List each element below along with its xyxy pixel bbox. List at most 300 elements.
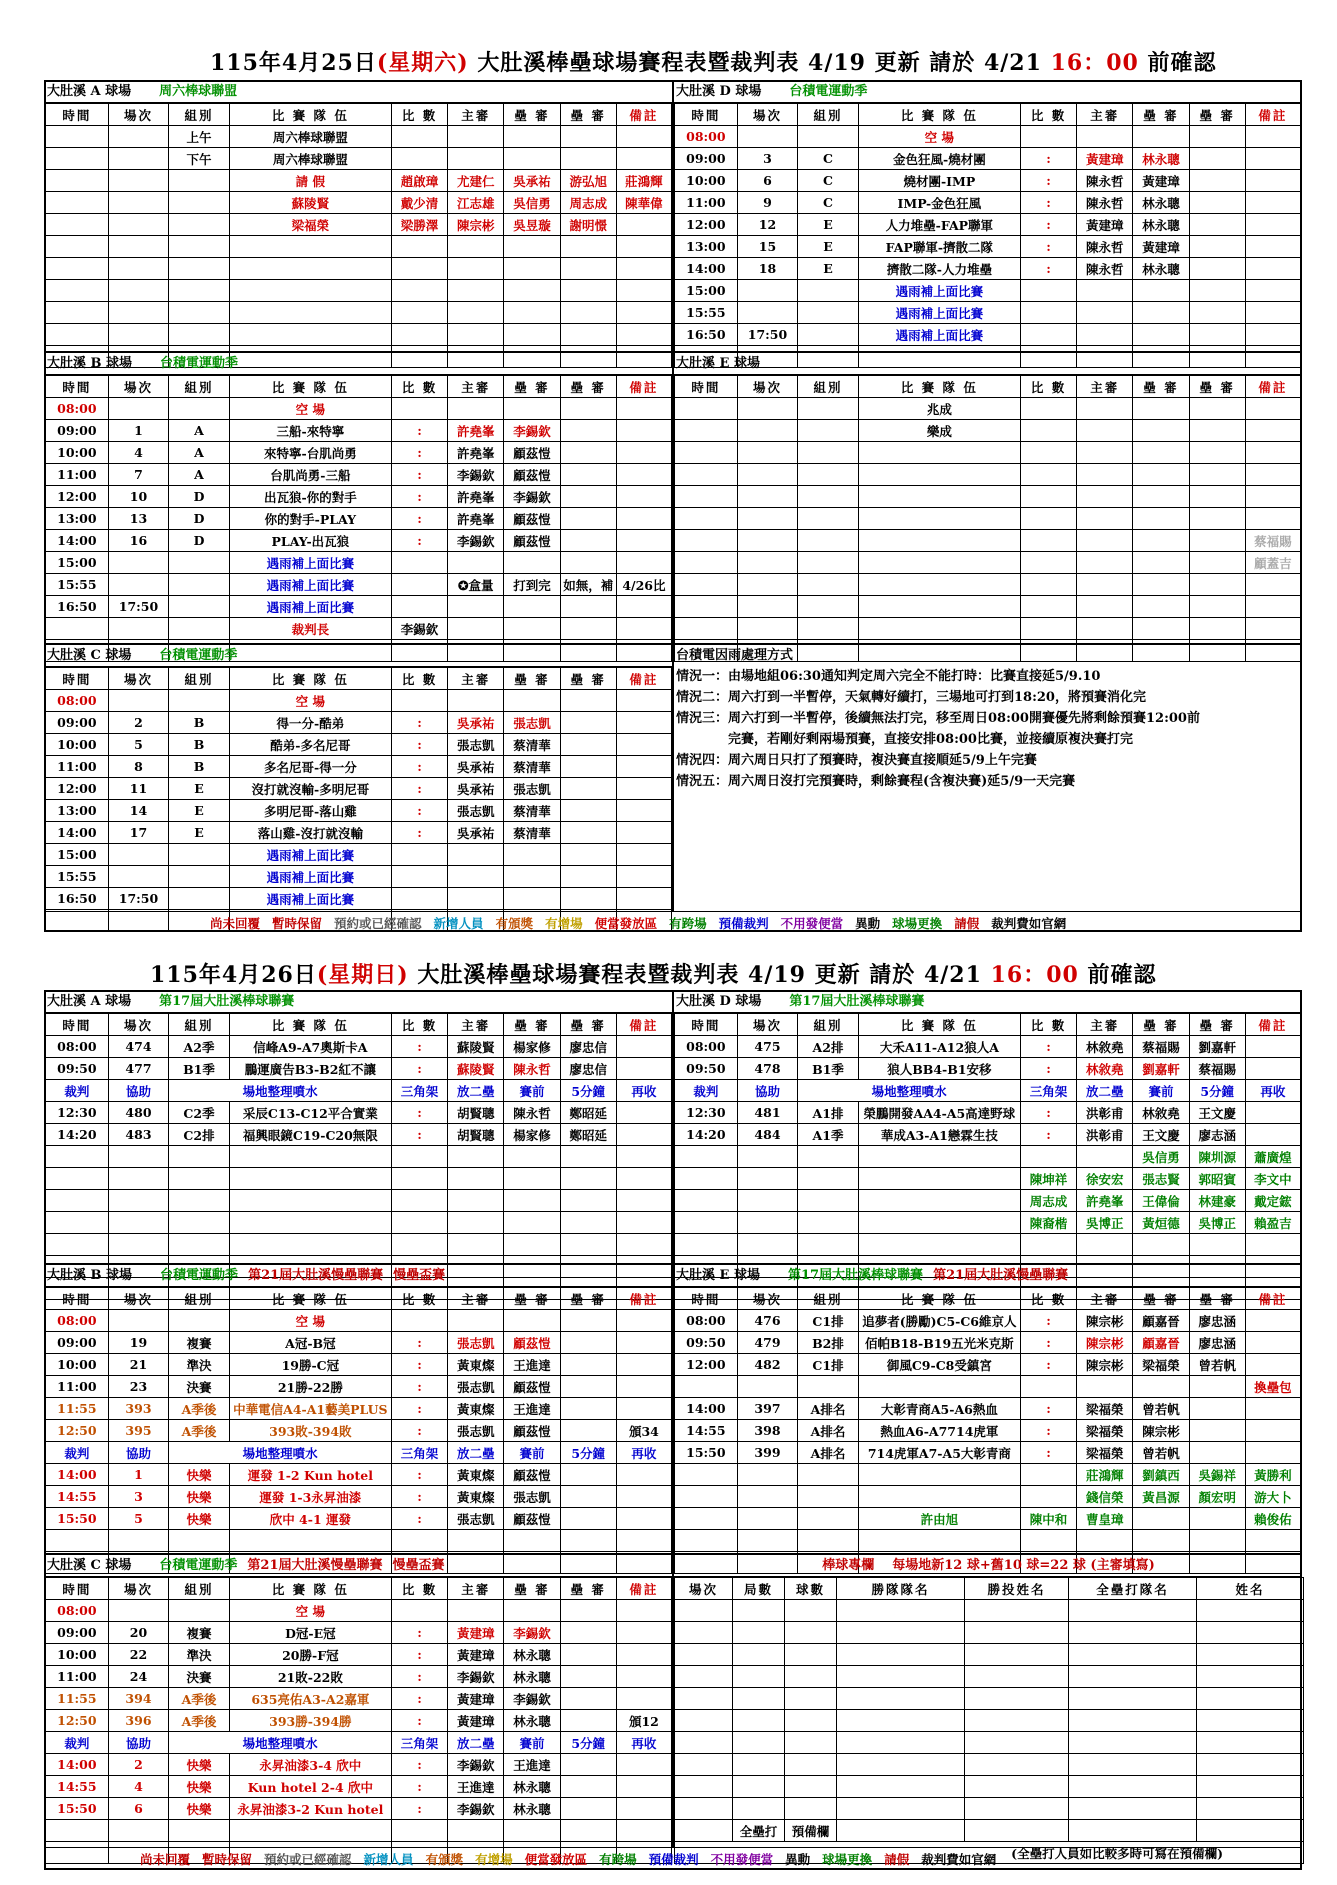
d1E-cell (1245, 596, 1300, 618)
d2A-cell-team: 采辰C13-C12平合實業 (229, 1102, 391, 1124)
d2E-cell-extra (1020, 1486, 1076, 1508)
hr-row (675, 1732, 1304, 1754)
d1A-cell (46, 170, 109, 192)
d2C-cell-score: : (391, 1688, 447, 1710)
d2E-cell-empty (1245, 1530, 1300, 1552)
d1B-cell-rm (616, 420, 671, 442)
d1C-cell-group: B (169, 712, 230, 734)
d1B-cell-u2: 李錫欽 (504, 486, 560, 508)
d1E-cell (737, 398, 798, 420)
d2B-cell-u3 (560, 1376, 616, 1398)
d2C-cell-score (391, 1600, 447, 1622)
d2B-cell-empty (504, 1530, 560, 1552)
d1B-cell-group: D (169, 486, 230, 508)
d2C-cell-time: 14:00 (46, 1754, 109, 1776)
d2D-cell-empty (675, 1190, 738, 1212)
d2D-cell-extra: 林建豪 (1189, 1190, 1245, 1212)
day2-field-a (44, 990, 673, 1264)
hr-cell (965, 1666, 1069, 1688)
d1B-col-header: 主審 (448, 376, 504, 398)
d2C-cell-rm (616, 1798, 671, 1820)
d1E-cell (1077, 420, 1133, 442)
d2C-cell-u1: 李錫欽 (448, 1754, 504, 1776)
d1C-cell-time: 08:00 (46, 690, 109, 712)
d2E-cell-group: A排名 (798, 1420, 859, 1442)
d1D-cell-score: : (1020, 258, 1076, 280)
d2E-cell-group: A排名 (798, 1398, 859, 1420)
d1B-cell-u3 (560, 618, 616, 640)
d1A-cell (108, 302, 169, 324)
d1A-cell (169, 236, 230, 258)
d2B-cell-group: 快樂 (169, 1508, 230, 1530)
d2A-name: 大肚溪 A 球場 (47, 994, 132, 1009)
d1A-leave-name: 莊鴻輝 (616, 170, 671, 192)
d2D-cell-u1: 林敘堯 (1077, 1058, 1133, 1080)
d1A-cell (169, 258, 230, 280)
d2A-cell-no: 483 (108, 1124, 169, 1146)
d2D-row (675, 1124, 1301, 1146)
d2A-cell-no: 協助 (108, 1080, 169, 1102)
d2B-cell-score: : (391, 1464, 447, 1486)
hr-cell (837, 1622, 965, 1644)
hr-cell (1197, 1754, 1304, 1776)
d1C-cell-no: 17 (108, 822, 169, 844)
d1D-cell-score (1020, 280, 1076, 302)
d1C-cell-time: 09:00 (46, 712, 109, 734)
d1A-cell-time: 上午 (169, 126, 230, 148)
d1C-row (46, 866, 672, 888)
d2A-cell-empty (108, 1234, 169, 1256)
legend-item: 球場更換 (822, 1852, 873, 1867)
d1E-cell (1077, 442, 1133, 464)
d2C-cell-team: 393勝-394勝 (229, 1710, 391, 1732)
d2A-cell-empty (229, 1146, 391, 1168)
d1E-row (675, 398, 1301, 420)
d1C-cell-u1: 吳承祐 (448, 756, 504, 778)
d2A-cell-team: 鵬運廣告B3-B2紅不讓 (229, 1058, 391, 1080)
d1A-cell (229, 236, 391, 258)
d2D-cell-time: 14:20 (675, 1124, 738, 1146)
d2A-cell-u2: 陳永哲 (504, 1058, 560, 1080)
d2D-cell-u2: 劉嘉軒 (1133, 1058, 1189, 1080)
d2C-cell-score: 三角架 (391, 1732, 447, 1754)
d2B-col-header: 組別 (169, 1288, 230, 1310)
d1A-cell (504, 236, 560, 258)
hr-cell (785, 1754, 837, 1776)
d1C-cell-u3 (560, 778, 616, 800)
d2E-cell-empty (675, 1530, 738, 1552)
d2A-cell-empty (448, 1234, 504, 1256)
d1C-cell-no: 17:50 (108, 888, 169, 910)
d2B-cell-u3 (560, 1464, 616, 1486)
d1E-table (674, 375, 1301, 662)
d1B-cell-score: : (391, 508, 447, 530)
d2B-cell-score: : (391, 1332, 447, 1354)
d1E-cell (1189, 442, 1245, 464)
d2D-col-header: 組別 (798, 1014, 859, 1036)
d2B-cell-u2: 張志凱 (504, 1486, 560, 1508)
d2A-cell-empty (229, 1212, 391, 1234)
d2A-cell-rm (616, 1124, 671, 1146)
d1B-cell-score: : (391, 464, 447, 486)
d1A-cell (108, 324, 169, 346)
d2D-cell-extra: 吳信勇 (1133, 1146, 1189, 1168)
d1A-cell (46, 214, 109, 236)
d2E-table (674, 1287, 1301, 1574)
d1E-col-header: 壘 審 (1133, 376, 1189, 398)
d1E-cell (737, 574, 798, 596)
d2B-cell-time: 11:00 (46, 1376, 109, 1398)
d2A-cell-empty (504, 1234, 560, 1256)
d2A-cell-u1: 蘇陵賢 (448, 1036, 504, 1058)
d1D-col-header: 壘 審 (1133, 104, 1189, 126)
d1D-cell-group (798, 302, 859, 324)
d1A-cell (169, 302, 230, 324)
d1B-cell-u3 (560, 596, 616, 618)
d1D-cell-u3 (1189, 126, 1245, 148)
d2D-cell-extra: 陳裔楷 (1020, 1212, 1076, 1234)
d2E-cell-extra (1020, 1464, 1076, 1486)
d1E-cell (1133, 398, 1189, 420)
d2C-cell-empty (448, 1820, 504, 1842)
d2A-cell-time: 12:30 (46, 1102, 109, 1124)
hr-cell (1197, 1600, 1304, 1622)
d2B-empty-row (46, 1530, 672, 1552)
hr-subtitle: 每場地新12 球+舊10 球=22 球 (主審填寫) (892, 1558, 1155, 1573)
d1D-cell-no: 6 (737, 170, 798, 192)
d1C-cell-u3 (560, 866, 616, 888)
d1E-cell (1189, 618, 1245, 640)
d1A-empty-row (46, 236, 672, 258)
d2A-cell-rm (616, 1036, 671, 1058)
d1A-row (46, 148, 672, 170)
d2C-cell-u3 (560, 1600, 616, 1622)
d1A-leave-name: 蘇陵賢 (229, 192, 391, 214)
d1E-cell (1133, 618, 1189, 640)
d1D-cell-u1: 陳永哲 (1077, 192, 1133, 214)
d2D-cell-extra: 戴定鋐 (1245, 1190, 1300, 1212)
d1D-row (675, 126, 1301, 148)
d2D-cell-no: 475 (737, 1036, 798, 1058)
d2B-cell-u1 (448, 1310, 504, 1332)
d2E-cell-extra: 吳錫祥 (1189, 1464, 1245, 1486)
d1A-cell (108, 126, 169, 148)
d1C-cell-rm (616, 800, 671, 822)
d1E-col-header: 壘 審 (1189, 376, 1245, 398)
d2C-cell-group: 快樂 (169, 1776, 230, 1798)
d2C-cell-group: 複賽 (169, 1622, 230, 1644)
d2E-row (675, 1354, 1301, 1376)
d1B-col-header: 組別 (169, 376, 230, 398)
d2B-cell-u3 (560, 1310, 616, 1332)
hr-cell (733, 1776, 785, 1798)
d1C-cell-no: 14 (108, 800, 169, 822)
hr-cell (837, 1688, 965, 1710)
d1D-cell-team: 人力堆壘-FAP聯軍 (858, 214, 1020, 236)
d2D-cell-u2: 蔡福賜 (1133, 1036, 1189, 1058)
d1A-cell (229, 280, 391, 302)
d2E-cell-empty (675, 1486, 738, 1508)
d2C-cell-rm (616, 1776, 671, 1798)
d2A-row (46, 1102, 672, 1124)
hr-cell (837, 1644, 965, 1666)
d2A-row (46, 1036, 672, 1058)
rain-note: 情況一：由場地組06:30通知判定周六完全不能打時：比賽直接延5/9.10 (676, 669, 1101, 684)
d2C-cell-empty (229, 1820, 391, 1842)
d2B-cell-empty (46, 1530, 109, 1552)
d1B-cell-time: 11:00 (46, 464, 109, 486)
d1D-col-header: 時間 (675, 104, 738, 126)
d1D-cell-u1 (1077, 280, 1133, 302)
d2C-cell-u2: 李錫欽 (504, 1688, 560, 1710)
d2E-cell-score: : (1020, 1310, 1076, 1332)
d1D-cell-u2: 林永聰 (1133, 214, 1189, 236)
d2D-cell-u2: 林敘堯 (1133, 1102, 1189, 1124)
d1E-cell (1077, 486, 1133, 508)
d1A-cell (391, 280, 447, 302)
d1A-cell (448, 302, 504, 324)
d1C-cell-u1 (448, 888, 504, 910)
d2D-cell-group: B1季 (798, 1058, 859, 1080)
legend-item: 新增人員 (363, 1852, 414, 1867)
legend-item: 預約或已經確認 (334, 916, 422, 931)
d2C-cell-time: 11:00 (46, 1666, 109, 1688)
d2D-cell-empty (737, 1190, 798, 1212)
d2E-extra-row (675, 1508, 1301, 1530)
d1E-cell (1189, 398, 1245, 420)
d2D-cell-empty (737, 1146, 798, 1168)
d2C-cell-u3: 5分鐘 (560, 1732, 616, 1754)
d1A-table (45, 103, 672, 368)
d1A-cell (46, 280, 109, 302)
d1C-row (46, 712, 672, 734)
d1A-cell (169, 214, 230, 236)
d2B-cell-score: : (391, 1398, 447, 1420)
d1D-col-header: 比 數 (1020, 104, 1076, 126)
d1E-col-header: 比 賽 隊 伍 (858, 376, 1020, 398)
d1D-cell-time: 13:00 (675, 236, 738, 258)
d2C-cell-empty (169, 1820, 230, 1842)
hr-cell (675, 1644, 733, 1666)
d2C-cell-u1: 王進達 (448, 1776, 504, 1798)
d2D-cell-extra: 徐安宏 (1077, 1168, 1133, 1190)
d2B-cell-group: A季後 (169, 1398, 230, 1420)
d1B-cell-no: 7 (108, 464, 169, 486)
d2C-league2: 第21屆大肚溪慢壘聯賽 (247, 1558, 383, 1573)
d1C-cell-u1: 吳承祐 (448, 822, 504, 844)
d2E-cell-u1: 陳宗彬 (1077, 1332, 1133, 1354)
d1D-cell-score: : (1020, 214, 1076, 236)
d1E-cell (1020, 486, 1076, 508)
d2E-cell-u3 (1189, 1398, 1245, 1420)
d1E-cell (737, 442, 798, 464)
d2B-cell-rm: 再收 (616, 1442, 671, 1464)
d1A-cell (229, 258, 391, 280)
d2D-cell-empty (1189, 1234, 1245, 1256)
d2A-cell-score: : (391, 1124, 447, 1146)
d2E-cell-empty (737, 1508, 798, 1530)
d1D-col-header: 主審 (1077, 104, 1133, 126)
d1C-row (46, 756, 672, 778)
hr-cell (785, 1776, 837, 1798)
d1A-cell (616, 148, 671, 170)
d1C-cell-u3 (560, 690, 616, 712)
hr-cell (1069, 1798, 1197, 1820)
d2B-cell-no: 395 (108, 1420, 169, 1442)
d2B-cell-team: 393敗-394敗 (229, 1420, 391, 1442)
d2C-cell-u1: 放二壘 (448, 1732, 504, 1754)
d2C-cell-score: : (391, 1622, 447, 1644)
d1C-cell-team: 酷弟-多名尼哥 (229, 734, 391, 756)
d2B-cell-rm (616, 1376, 671, 1398)
d1B-cell-rm (616, 486, 671, 508)
d2A-cell-empty (504, 1212, 560, 1234)
day2-title: 115年4月26日(星期日) 大肚溪棒壘球場賽程表暨裁判表 4/19 更新 請於 4/21 16：00 前確認 (150, 962, 1157, 988)
d2C-cell-u3 (560, 1776, 616, 1798)
hr-row (675, 1820, 1304, 1842)
d2A-empty-row (46, 1190, 672, 1212)
d1D-cell-rm (1245, 214, 1300, 236)
d2D-cell-rm (1245, 1102, 1300, 1124)
d1B-cell-group: A (169, 420, 230, 442)
d1A-cell (46, 192, 109, 214)
d1C-cell-time: 16:50 (46, 888, 109, 910)
d2D-cell-empty (1133, 1234, 1189, 1256)
d1E-cell (1020, 420, 1076, 442)
d2C-cell-u2: 林永聰 (504, 1644, 560, 1666)
d2C-cell-score: : (391, 1644, 447, 1666)
d2A-col-header: 場次 (108, 1014, 169, 1036)
d1C-cell-time: 12:00 (46, 778, 109, 800)
d2A-cell-empty (229, 1234, 391, 1256)
d1E-cell (1020, 596, 1076, 618)
d1A-leave-name: 戴少清 (391, 192, 447, 214)
d1D-cell-team: FAP聯軍-擠散二隊 (858, 236, 1020, 258)
d1B-cell-team: 遇雨補上面比賽 (229, 574, 391, 596)
d2D-cell-no: 協助 (737, 1080, 798, 1102)
hr-cell (837, 1798, 965, 1820)
d2E-cell-u3: 廖忠涵 (1189, 1310, 1245, 1332)
d2B-cell-team: 運發 1-2 Kun hotel (229, 1464, 391, 1486)
hr-title: 棒球專欄 (822, 1558, 875, 1573)
d2B-col-header: 主審 (448, 1288, 504, 1310)
d1B-cell-time: 12:00 (46, 486, 109, 508)
d1A-col-header: 組別 (169, 104, 230, 126)
d1D-cell-u2: 黃建璋 (1133, 236, 1189, 258)
d2E-cell-extra (858, 1464, 1020, 1486)
d2B-cell-time: 14:55 (46, 1486, 109, 1508)
d2A-empty-row (46, 1146, 672, 1168)
d2C-cell-group: 決賽 (169, 1666, 230, 1688)
d2A-cell-u3: 廖忠信 (560, 1036, 616, 1058)
d1B-row (46, 398, 672, 420)
d2C-cell-team: 21敗-22敗 (229, 1666, 391, 1688)
d2D-cell-rm (1245, 1124, 1300, 1146)
d1D-cell-team: 遇雨補上面比賽 (858, 302, 1020, 324)
d1C-cell-no: 2 (108, 712, 169, 734)
d1E-row (675, 552, 1301, 574)
d2C-col-header: 場次 (108, 1578, 169, 1600)
d1E-cell (1245, 486, 1300, 508)
d2E-cell-team (858, 1376, 1020, 1398)
d1D-cell-rm (1245, 170, 1300, 192)
d1B-cell-u3 (560, 530, 616, 552)
d2C-cell-team: 空 場 (229, 1600, 391, 1622)
d1B-col-header: 壘 審 (504, 376, 560, 398)
d1A-header (45, 81, 672, 103)
d2B-cell-rm (616, 1486, 671, 1508)
d1E-cell (1245, 618, 1300, 640)
d1D-cell-u1 (1077, 126, 1133, 148)
d1C-cell-u3 (560, 734, 616, 756)
d2A-cell-empty (46, 1212, 109, 1234)
hr-cell (785, 1688, 837, 1710)
d2C-cell-u1: 黃建璋 (448, 1688, 504, 1710)
d1E-col-header: 時間 (675, 376, 738, 398)
d2A-cell-score: : (391, 1036, 447, 1058)
d2D-cell-empty (858, 1234, 1020, 1256)
d1A-cell (504, 258, 560, 280)
d1E-cell (1077, 552, 1133, 574)
d2E-cell-group: A排名 (798, 1442, 859, 1464)
d1E-cell (1077, 596, 1133, 618)
d2A-cell-empty (229, 1190, 391, 1212)
d2A-cell-empty (108, 1190, 169, 1212)
d1B-name: 大肚溪 B 球場 (47, 356, 133, 371)
d1D-cell-u3 (1189, 280, 1245, 302)
d1E-row (675, 596, 1301, 618)
d2C-header (45, 1555, 672, 1577)
d1A-cell (46, 302, 109, 324)
d1C-col-header: 場次 (108, 668, 169, 690)
d1A-league: 周六棒球聯盟 (159, 84, 238, 99)
hr-cell (733, 1798, 785, 1820)
d2B-cell-u2: 顧茲愷 (504, 1332, 560, 1354)
d1A-cell (108, 170, 169, 192)
d2E-cell-time: 08:00 (675, 1310, 738, 1332)
d1B-cell-score (391, 552, 447, 574)
d1E-cell (1245, 508, 1300, 530)
d1B-cell-u1 (448, 618, 504, 640)
d2C-cell-u1: 李錫欽 (448, 1798, 504, 1820)
d1D-col-header: 壘 審 (1189, 104, 1245, 126)
d1A-col-header: 備註 (616, 104, 671, 126)
d2B-cell-group: 決賽 (169, 1376, 230, 1398)
day1-field-b (44, 352, 673, 644)
hr-cell (1069, 1666, 1197, 1688)
hr-cell (785, 1710, 837, 1732)
d2E-cell-rm (1245, 1354, 1300, 1376)
d1A-leave-row (46, 170, 672, 192)
d1E-header-row (675, 376, 1301, 398)
d1B-cell-no: 16 (108, 530, 169, 552)
d1A-cell (169, 280, 230, 302)
d1C-row (46, 734, 672, 756)
d1E-cell (1020, 442, 1076, 464)
d2D-col-header: 壘 審 (1189, 1014, 1245, 1036)
d2B-cell-u1: 張志凱 (448, 1420, 504, 1442)
d1E-cell (858, 618, 1020, 640)
legend-item: 不用發便當 (710, 1852, 774, 1867)
d1B-cell-u1: 李錫欽 (448, 464, 504, 486)
d2E-cell-team: 714虎軍A7-A5大彰青商 (858, 1442, 1020, 1464)
d1E-cell: 兆成 (858, 398, 1020, 420)
d2B-cell-team: A冠-B冠 (229, 1332, 391, 1354)
d1A-leave-name: 周志成 (560, 192, 616, 214)
d1C-cell-u3 (560, 822, 616, 844)
d2D-cell-empty (1020, 1234, 1076, 1256)
d1D-col-header: 場次 (737, 104, 798, 126)
